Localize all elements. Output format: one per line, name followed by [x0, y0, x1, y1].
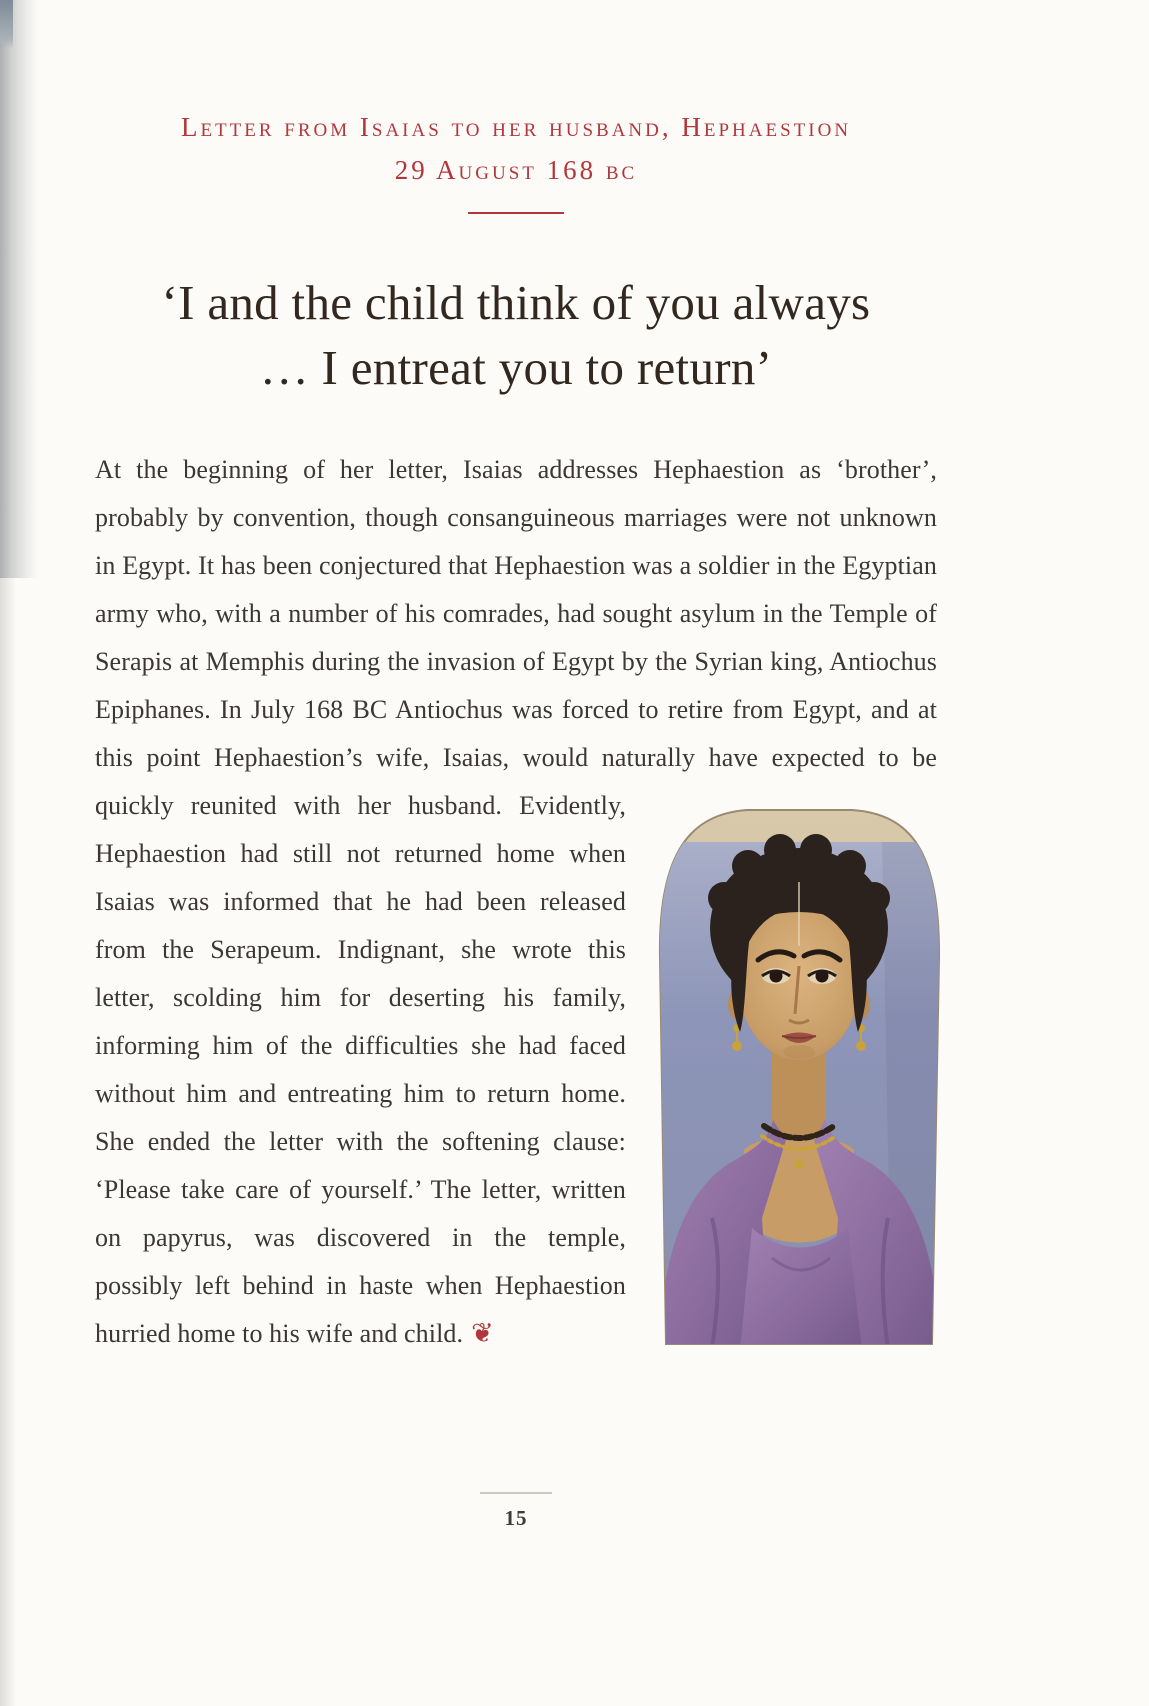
body-paragraph-wrapped — [95, 782, 937, 1358]
fayum-portrait-image — [652, 788, 947, 1350]
chapter-header — [95, 106, 937, 214]
heading-line-1: ‘I and the child think of you always — [161, 275, 871, 330]
footer-divider-rule — [480, 1492, 552, 1494]
page-number: 15 — [504, 1506, 528, 1530]
page-footer — [95, 1492, 937, 1531]
page-edge-shadow — [0, 0, 38, 578]
body-paragraph-top: At the beginning of her letter, Isaias addresses Hephaestion as ‘brother’, probably by convention, though consanguineous marriages were not unknown in Egypt. It has been conjectured that Hephaestion was a soldier in the Egyptian army who, with a number of his comrades, had sought asylum in the Temple of Serapis at Memphis during the invasion of Egypt by the Syrian king, Antiochus Epiphanes. In July 168 BC Antiochus was forced to retire from Egypt, and at this point Hephaestion’s wife, Isaias, would naturally have expected to be — [95, 455, 937, 772]
letter-title: Letter from Isaias to her husband, Hephaestion — [180, 112, 852, 142]
heading-line-2: … I entreat you to return’ — [259, 340, 773, 395]
page-content — [95, 0, 937, 1412]
pull-quote-heading — [95, 270, 937, 400]
body-part2-text: quickly reunited with her husband. Evidently, Hephaestion had still not returned home when Isaias was informed that he had been released from the Serapeum. Indignant, she wrote this letter, scolding him for deserting his family, informing him of the difficulties she had faced without him and entreating him to return home. She ended the letter with the softening clause: ‘Please take care of yourself.’ The letter, written on papyrus, was discovered in the temple, possibly left behind in haste when Hephaestion hurried home to his wife and child. — [95, 791, 626, 1348]
fayum-portrait-figure — [652, 788, 947, 1350]
fleuron-ornament-icon: ❦ — [471, 1318, 494, 1349]
letter-date: 29 August 168 bc — [394, 155, 638, 185]
header-divider-rule — [468, 212, 564, 214]
page-edge-corner — [0, 0, 13, 48]
